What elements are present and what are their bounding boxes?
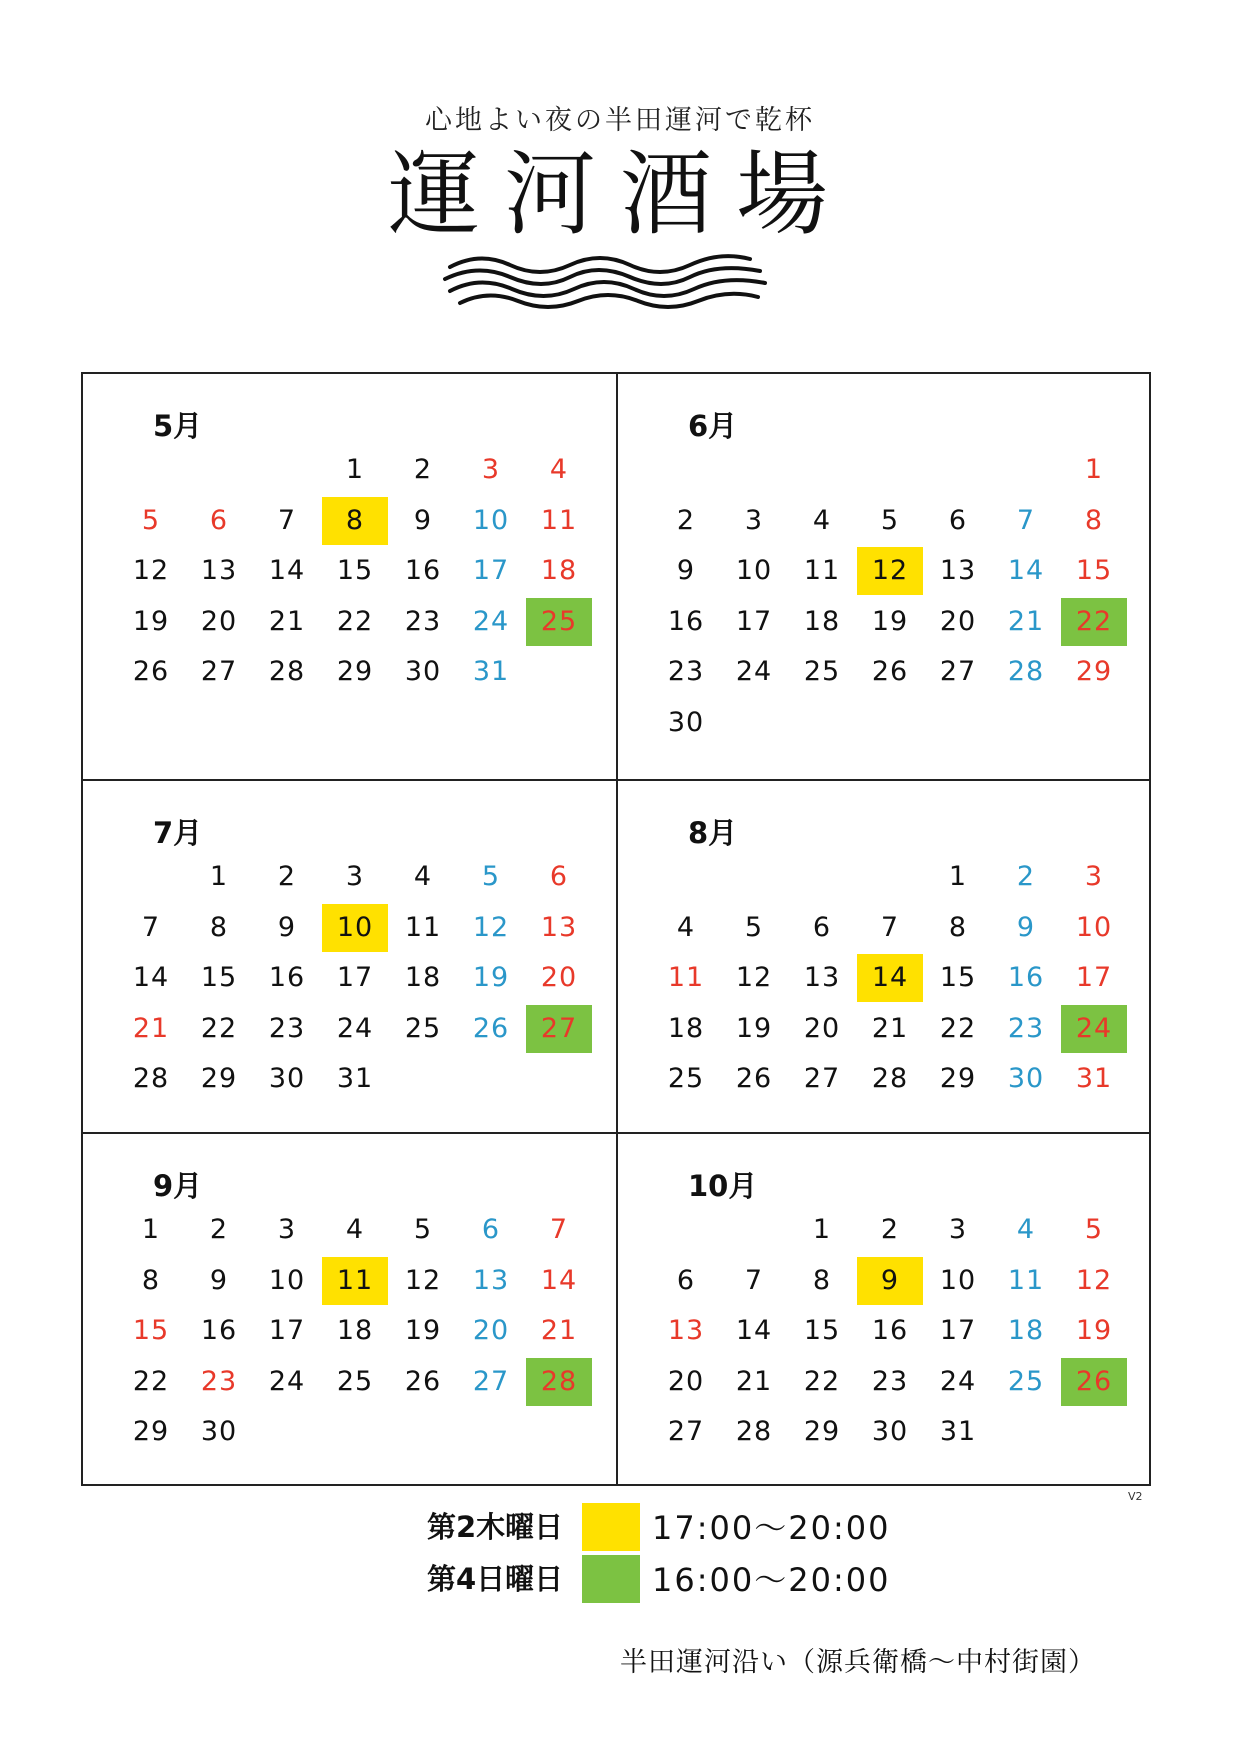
calendar-day: 23 [404,605,442,637]
calendar-day: 6 [549,861,569,892]
month-panel [83,781,616,1137]
calendar-day: 28 [268,656,306,687]
calendar-day: 29 [132,1416,170,1447]
calendar-day: 5 [141,504,161,536]
event-day-sunday: 28 [526,1358,592,1406]
calendar-day: 7 [744,1264,764,1296]
calendar-day: 2 [1016,861,1036,892]
month-label: 10月 [688,1169,758,1203]
legend-label-thursday: 第2木曜日 [427,1510,564,1544]
calendar-day: 10 [268,1264,306,1296]
month-panel [618,374,1151,738]
calendar-day: 19 [735,1012,773,1044]
calendar-day: 29 [1075,656,1113,687]
event-day-sunday: 24 [1061,1005,1127,1053]
event-day-thursday: 10 [322,904,388,952]
calendar-day: 21 [871,1012,909,1044]
calendar-day: 31 [336,1063,374,1094]
calendar-day: 1 [345,454,365,485]
calendar-day: 11 [404,911,442,943]
calendar-day: 6 [812,911,832,943]
calendar-day: 26 [132,656,170,687]
calendar-day: 21 [735,1365,773,1397]
calendar-day: 4 [676,911,696,943]
calendar-day: 28 [871,1063,909,1094]
calendar-day: 4 [413,861,433,892]
calendar-day: 22 [939,1012,977,1044]
wave-logo [440,245,780,315]
calendar-day: 21 [268,605,306,637]
event-day-thursday: 9 [857,1257,923,1305]
calendar-day: 1 [812,1214,832,1245]
calendar-day: 26 [472,1012,510,1044]
month-label: 9月 [153,1169,203,1203]
calendar-day: 15 [939,962,977,993]
calendar-day: 3 [277,1214,297,1245]
legend-label-sunday: 第4日曜日 [427,1562,564,1596]
calendar-day: 5 [413,1214,433,1245]
calendar-day: 13 [540,911,578,943]
calendar-day: 22 [200,1012,238,1044]
legend-time-sunday: 16:00〜20:00 [652,1561,891,1599]
calendar-grid [81,372,1151,1486]
calendar-day: 6 [948,504,968,536]
calendar-day: 9 [209,1264,229,1296]
calendar-day: 19 [472,962,510,993]
calendar-day: 10 [735,555,773,586]
calendar-day: 12 [735,962,773,993]
calendar-day: 27 [667,1416,705,1447]
calendar-day: 23 [1007,1012,1045,1044]
calendar-day: 25 [404,1012,442,1044]
calendar-day: 18 [336,1315,374,1346]
event-day-thursday: 12 [857,547,923,595]
calendar-day: 24 [268,1365,306,1397]
calendar-day: 25 [1007,1365,1045,1397]
calendar-day: 12 [404,1264,442,1296]
calendar-day: 2 [209,1214,229,1245]
calendar-day: 14 [132,962,170,993]
calendar-day: 19 [132,605,170,637]
calendar-day: 17 [336,962,374,993]
month-label: 7月 [153,816,203,850]
calendar-day: 31 [472,656,510,687]
month-panel [618,1134,1151,1490]
calendar-day: 31 [1075,1063,1113,1094]
event-day-sunday: 25 [526,598,592,646]
calendar-day: 14 [1007,555,1045,586]
calendar-day: 30 [200,1416,238,1447]
calendar-day: 17 [472,555,510,586]
calendar-day: 9 [277,911,297,943]
calendar-day: 10 [472,504,510,536]
legend-swatch-sunday [582,1555,640,1603]
calendar-day: 1 [141,1214,161,1245]
calendar-day: 16 [268,962,306,993]
calendar-day: 5 [880,504,900,536]
calendar-day: 17 [939,1315,977,1346]
calendar-day: 5 [1084,1214,1104,1245]
calendar-day: 16 [1007,962,1045,993]
calendar-day: 10 [939,1264,977,1296]
calendar-day: 14 [540,1264,578,1296]
calendar-day: 23 [200,1365,238,1397]
month-label: 6月 [688,409,738,443]
calendar-day: 30 [268,1063,306,1094]
calendar-day: 17 [735,605,773,637]
calendar-day: 6 [676,1264,696,1296]
calendar-day: 24 [939,1365,977,1397]
calendar-day: 20 [939,605,977,637]
calendar-day: 19 [1075,1315,1113,1346]
calendar-day: 15 [336,555,374,586]
calendar-day: 2 [277,861,297,892]
calendar-day: 16 [667,605,705,637]
calendar-day: 30 [667,706,705,738]
calendar-day: 13 [803,962,841,993]
calendar-day: 28 [132,1063,170,1094]
calendar-day: 11 [1007,1264,1045,1296]
calendar-day: 4 [812,504,832,536]
calendar-day: 9 [413,504,433,536]
calendar-day: 18 [667,1012,705,1044]
calendar-day: 15 [803,1315,841,1346]
calendar-day: 23 [268,1012,306,1044]
calendar-day: 3 [744,504,764,536]
legend-time-thursday: 17:00〜20:00 [652,1509,891,1547]
calendar-day: 8 [948,911,968,943]
month-panel [83,1134,616,1490]
calendar-day: 8 [812,1264,832,1296]
calendar-day: 22 [803,1365,841,1397]
calendar-day: 15 [132,1315,170,1346]
calendar-day: 9 [676,555,696,586]
calendar-day: 16 [404,555,442,586]
calendar-day: 15 [1075,555,1113,586]
calendar-day: 27 [472,1365,510,1397]
calendar-day: 29 [939,1063,977,1094]
calendar-day: 2 [880,1214,900,1245]
calendar-day: 7 [549,1214,569,1245]
calendar-day: 14 [268,555,306,586]
calendar-day: 1 [1084,454,1104,485]
calendar-day: 27 [803,1063,841,1094]
calendar-day: 12 [472,911,510,943]
calendar-day: 13 [472,1264,510,1296]
calendar-day: 23 [871,1365,909,1397]
event-day-sunday: 22 [1061,598,1127,646]
calendar-day: 12 [132,555,170,586]
calendar-day: 11 [540,504,578,536]
calendar-day: 28 [1007,656,1045,687]
calendar-day: 30 [1007,1063,1045,1094]
calendar-day: 3 [345,861,365,892]
calendar-day: 6 [481,1214,501,1245]
calendar-day: 18 [540,555,578,586]
calendar-day: 18 [803,605,841,637]
calendar-day: 5 [481,861,501,892]
calendar-day: 26 [735,1063,773,1094]
calendar-day: 6 [209,504,229,536]
page-title: 運河酒場 [387,141,852,248]
calendar-day: 22 [132,1365,170,1397]
calendar-day: 31 [939,1416,977,1447]
calendar-day: 13 [939,555,977,586]
calendar-day: 21 [540,1315,578,1346]
calendar-day: 30 [404,656,442,687]
calendar-day: 16 [200,1315,238,1346]
calendar-day: 2 [413,454,433,485]
calendar-day: 8 [141,1264,161,1296]
calendar-day: 20 [667,1365,705,1397]
calendar-day: 3 [1084,861,1104,892]
event-day-thursday: 8 [322,497,388,545]
calendar-day: 27 [200,656,238,687]
calendar-day: 8 [1084,504,1104,536]
subtitle: 心地よい夜の半田運河で乾杯 [425,105,815,136]
calendar-day: 3 [481,454,501,485]
version-label: V2 [1128,1490,1143,1503]
calendar-day: 7 [277,504,297,536]
calendar-day: 7 [141,911,161,943]
calendar-day: 17 [268,1315,306,1346]
calendar-day: 26 [404,1365,442,1397]
calendar-day: 7 [880,911,900,943]
month-panel [83,374,616,730]
calendar-day: 14 [735,1315,773,1346]
calendar-day: 7 [1016,504,1036,536]
calendar-day: 16 [871,1315,909,1346]
calendar-day: 23 [667,656,705,687]
calendar-day: 17 [1075,962,1113,993]
calendar-day: 19 [871,605,909,637]
calendar-day: 25 [667,1063,705,1094]
calendar-day: 20 [540,962,578,993]
calendar-day: 13 [667,1315,705,1346]
calendar-day: 21 [132,1012,170,1044]
calendar-day: 27 [939,656,977,687]
calendar-day: 9 [1016,911,1036,943]
calendar-day: 22 [336,605,374,637]
calendar-day: 29 [803,1416,841,1447]
calendar-day: 10 [1075,911,1113,943]
month-panel [618,781,1151,1137]
calendar-day: 18 [404,962,442,993]
calendar-day: 3 [948,1214,968,1245]
calendar-day: 26 [871,656,909,687]
calendar-day: 28 [735,1416,773,1447]
calendar-day: 2 [676,504,696,536]
calendar-day: 18 [1007,1315,1045,1346]
calendar-day: 20 [472,1315,510,1346]
calendar-day: 21 [1007,605,1045,637]
calendar-day: 15 [200,962,238,993]
calendar-day: 4 [549,454,569,485]
event-day-sunday: 26 [1061,1358,1127,1406]
event-day-thursday: 14 [857,954,923,1002]
calendar-day: 1 [209,861,229,892]
month-label: 5月 [153,409,203,443]
calendar-day: 12 [1075,1264,1113,1296]
calendar-day: 20 [803,1012,841,1044]
calendar-day: 8 [209,911,229,943]
calendar-day: 24 [735,656,773,687]
calendar-day: 5 [744,911,764,943]
legend-swatch-thursday [582,1503,640,1551]
event-day-sunday: 27 [526,1005,592,1053]
calendar-day: 29 [336,656,374,687]
event-day-thursday: 11 [322,1257,388,1305]
calendar-day: 11 [667,962,705,993]
calendar-day: 19 [404,1315,442,1346]
calendar-day: 30 [871,1416,909,1447]
calendar-day: 24 [336,1012,374,1044]
calendar-day: 4 [1016,1214,1036,1245]
calendar-day: 4 [345,1214,365,1245]
calendar-day: 13 [200,555,238,586]
calendar-day: 25 [336,1365,374,1397]
calendar-day: 29 [200,1063,238,1094]
calendar-day: 11 [803,555,841,586]
calendar-day: 25 [803,656,841,687]
location-text: 半田運河沿い（源兵衛橋〜中村街園） [620,1647,1096,1678]
calendar-day: 1 [948,861,968,892]
month-label: 8月 [688,816,738,850]
calendar-day: 24 [472,605,510,637]
calendar-day: 20 [200,605,238,637]
